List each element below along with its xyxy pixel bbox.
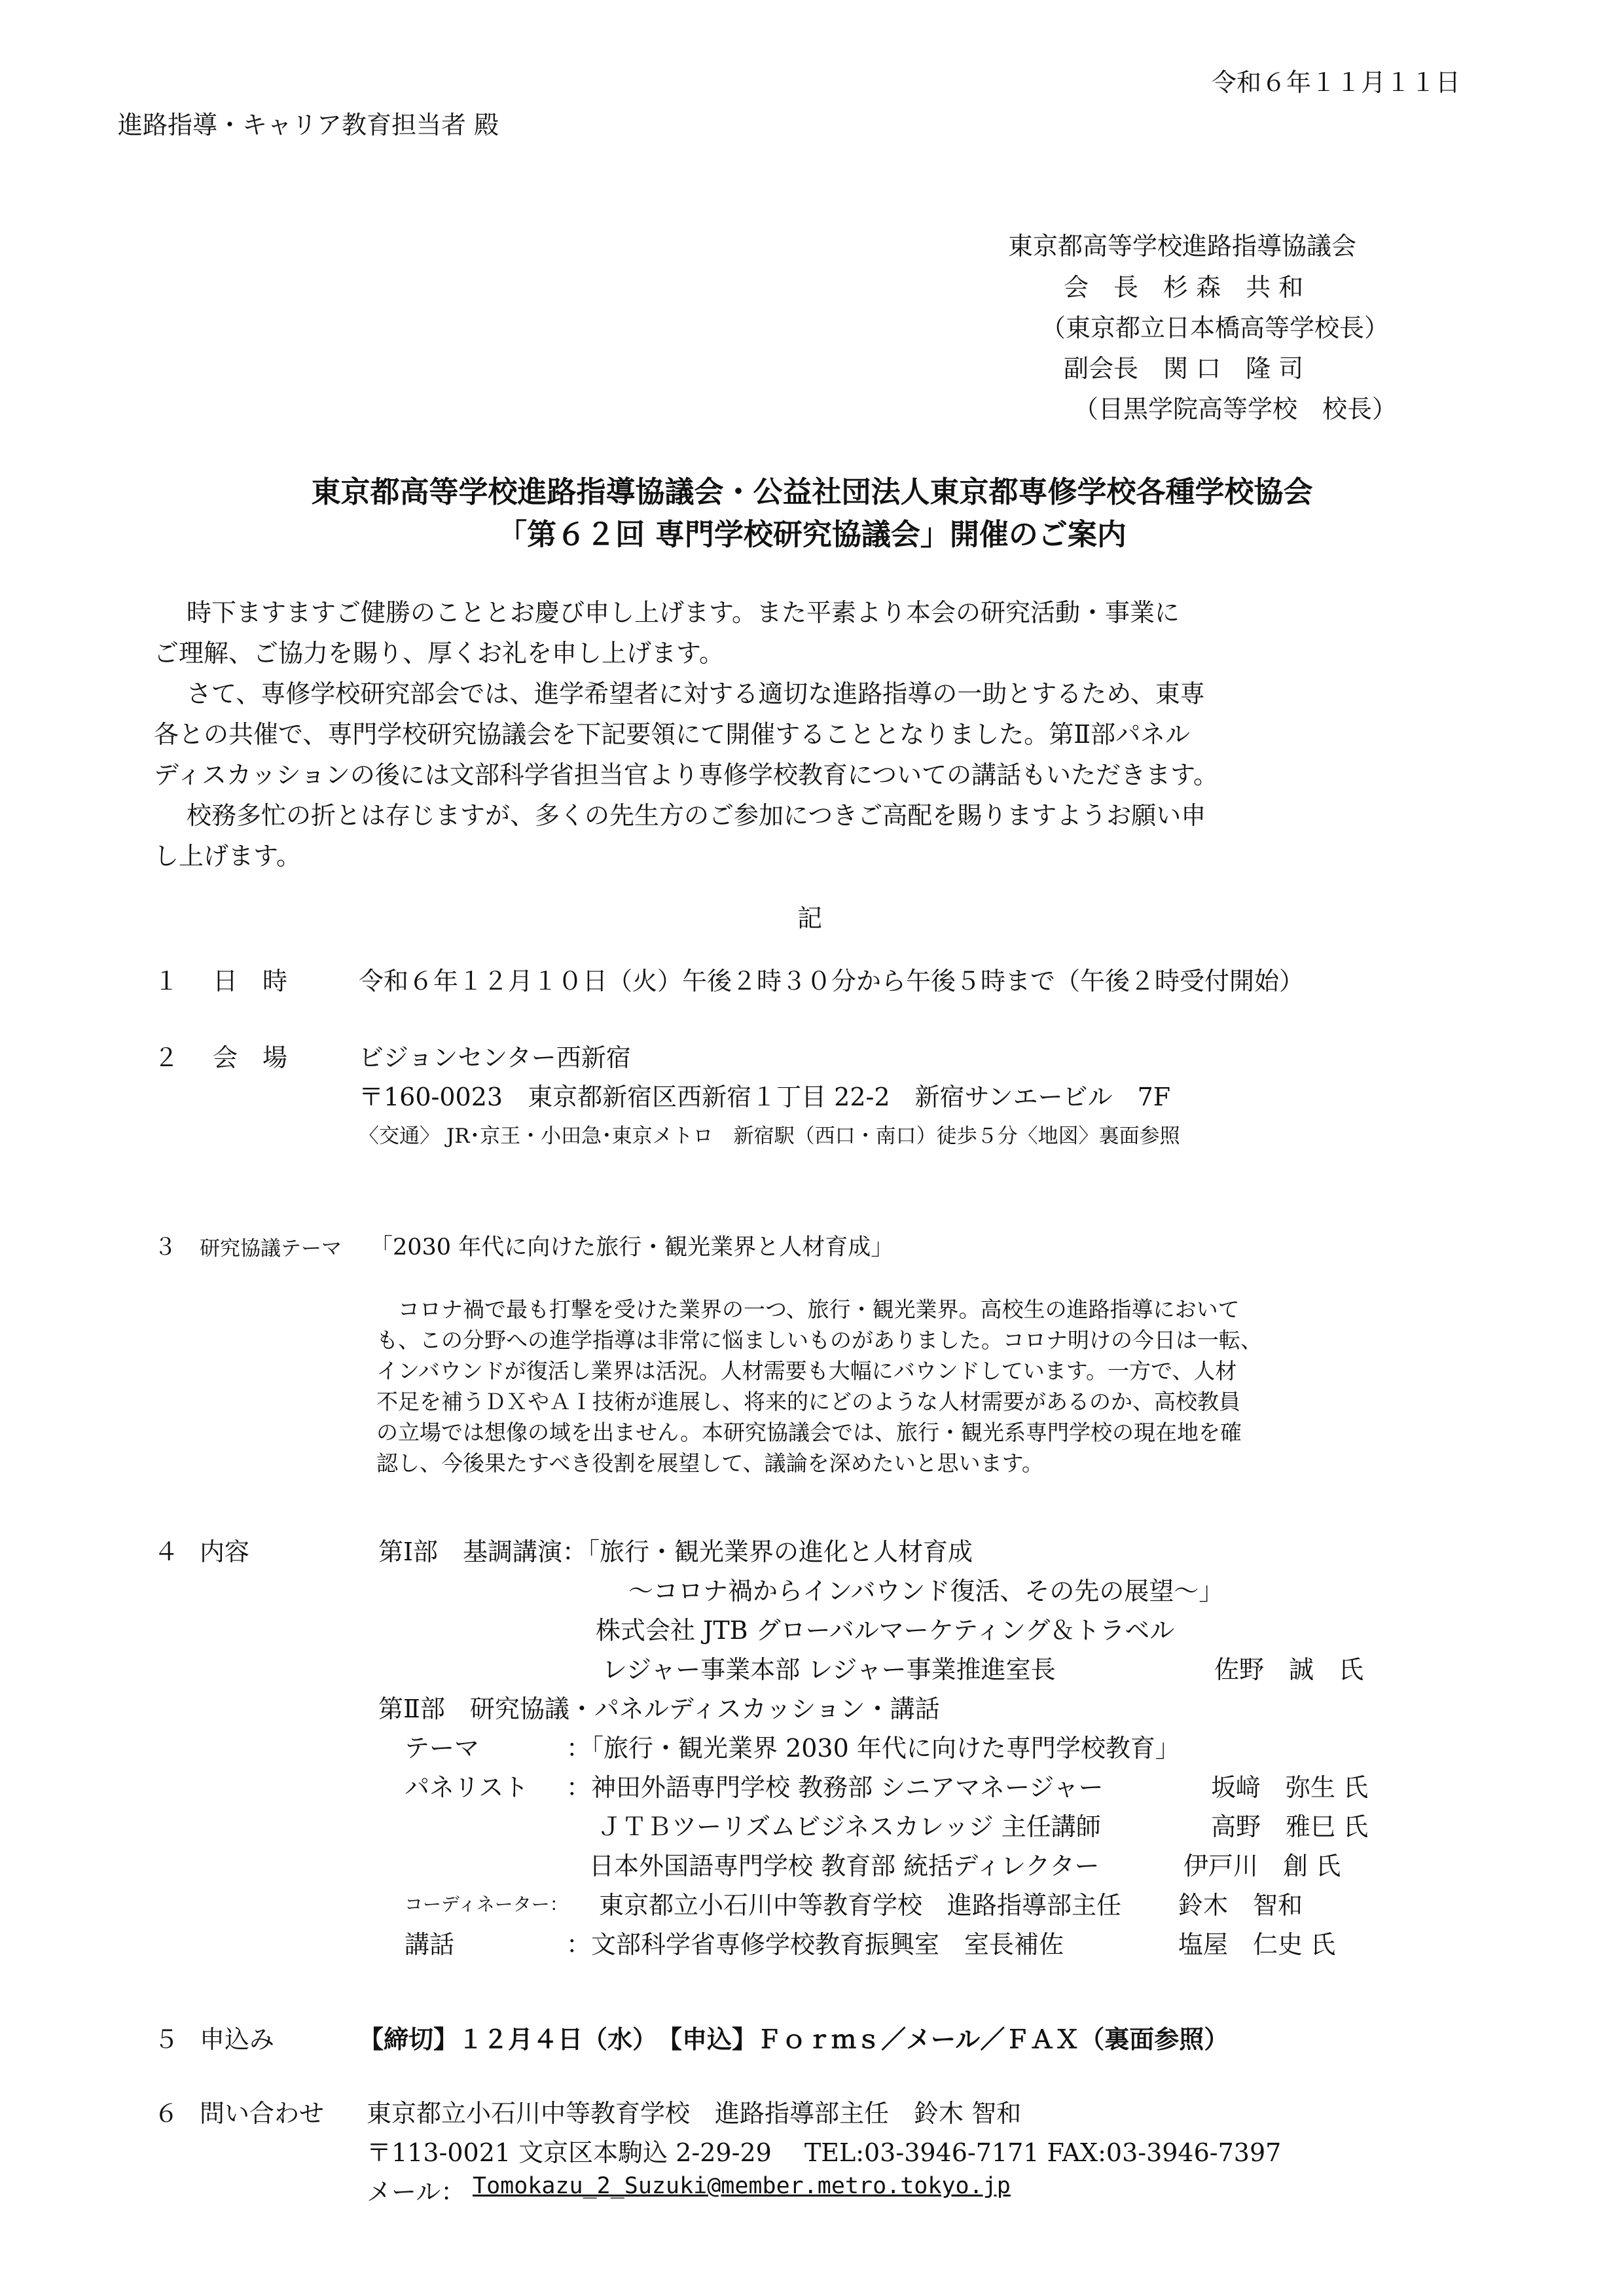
item-label-venue: 会 場	[213, 1043, 288, 1072]
intro-line: 各との共催で、専門学校研究協議会を下記要領にて開催することとなりました。第Ⅱ部パネル	[154, 720, 1191, 749]
sender-president-school: （東京都立日本橋高等学校長）	[1041, 314, 1390, 342]
item-number: ４	[154, 1537, 179, 1566]
intro-line: 時下ますますご健勝のこととお慶び申し上げます。また平素より本会の研究活動・事業に	[187, 598, 1180, 627]
lecture-label: 講話	[405, 1930, 455, 1959]
venue-address: 〒160-0023 東京都新宿区西新宿１丁目 22-2 新宿サンエービル 7F	[359, 1083, 1171, 1111]
part2-theme-value: ：「旅行・観光業界 2030 年代に向けた専門学校教育」	[566, 1734, 1180, 1763]
theme-desc-line: インバウンドが復活し業界は活況。人材需要も大幅にバウンドしています。一方で、人材	[376, 1358, 1237, 1384]
panelist-name: 坂﨑 弥生 氏	[1211, 1773, 1369, 1802]
venue-access: 〈交通〉 JR･京王・小田急･東京メトロ 新宿駅（西口・南口）徒歩５分〈地図〉裏面参照	[359, 1124, 1180, 1148]
part2-theme-label: テーマ	[405, 1734, 480, 1763]
theme-desc-line: コロナ禍で最も打撃を受けた業界の一つ、旅行・観光業界。高校生の進路指導において	[376, 1297, 1240, 1322]
part1-department: レジャー事業本部 レジャー事業推進室長	[602, 1655, 1056, 1684]
contact-mail-label: メール：	[367, 2178, 466, 2206]
theme-desc-line: の立場では想像の域を出ません。本研究協議会では、旅行・観光系専門学校の現在地を確	[376, 1420, 1242, 1445]
intro-line: ご理解、ご協力を賜り、厚くお礼を申し上げます。	[154, 639, 724, 668]
sender-org: 東京都高等学校進路指導協議会	[1008, 232, 1357, 260]
intro-line: さて、専修学校研究部会では、進学希望者に対する適切な進路指導の一助とするため、東専	[187, 679, 1205, 708]
lecture-org: ：文部科学省専修学校教育振興室 室長補佐	[566, 1930, 1064, 1959]
theme-title: 「2030 年代に向けた旅行・観光業界と人材育成」	[370, 1234, 894, 1261]
panelist-name: 伊戸川 創 氏	[1183, 1852, 1341, 1880]
document-title-line1: 東京都高等学校進路指導協議会・公益社団法人東京都専修学校各種学校協会	[311, 475, 1313, 509]
intro-line: 校務多忙の折とは存じますが、多くの先生方のご参加につきご高配を賜りますようお願い申	[187, 801, 1206, 830]
event-datetime: 令和６年１２月１０日（火）午後２時３０分から午後５時まで（午後２時受付開始）	[359, 967, 1305, 996]
item-number: １	[154, 967, 179, 996]
theme-desc-line: 認し、今後果たすべき役割を展望して、議論を深めたいと思います。	[376, 1450, 1044, 1476]
part1-heading: 第Ⅰ部 基調講演：「旅行・観光業界の進化と人材育成	[378, 1537, 973, 1566]
panelist-name: 高野 雅巳 氏	[1211, 1812, 1369, 1841]
panelist-org: ：神田外語専門学校 教務部 シニアマネージャー	[566, 1773, 1104, 1802]
contact-line2: 〒113-0021 文京区本駒込 2-29-29 TEL:03-3946-7171 FAX:03-3946-7397	[367, 2138, 1282, 2167]
intro-line: し上げます。	[154, 842, 301, 870]
intro-line: ディスカッションの後には文部科学省担当官より専修学校教育についての講話もいただきます。	[154, 761, 1219, 789]
issue-date: 令和６年１１月１１日	[1211, 68, 1460, 97]
panelist-org: 日本外国語専門学校 教育部 統括ディレクター	[589, 1852, 1100, 1880]
panelist-org: ＪＴＢツーリズムビジネスカレッジ 主任講師	[597, 1812, 1101, 1841]
item-label-datetime: 日 時	[213, 967, 288, 996]
theme-desc-line: も、この分野への進学指導は非常に悩ましいものがありました。コロナ明けの今日は一転、	[376, 1327, 1262, 1353]
coordinator-name: 鈴木 智和	[1178, 1891, 1303, 1920]
coordinator-label: コーディネーター：	[405, 1893, 568, 1915]
part2-heading: 第Ⅱ部 研究協議・パネルディスカッション・講話	[378, 1695, 940, 1723]
part1-speaker: 佐野 誠 氏	[1214, 1655, 1364, 1684]
addressee: 進路指導・キャリア教育担当者 殿	[118, 111, 499, 139]
contact-line1: 東京都立小石川中等教育学校 進路指導部主任 鈴木 智和	[367, 2099, 1022, 2128]
theme-desc-line: 不足を補うＤＸやＡＩ技術が進展し、将来的にどのような人材需要があるのか、高校教員	[376, 1389, 1240, 1414]
item-number: ２	[154, 1043, 179, 1072]
item-number: ３	[154, 1234, 177, 1261]
part1-company: 株式会社 JTB グローバルマーケティング＆トラベル	[596, 1616, 1175, 1645]
panelist-label: パネリスト	[405, 1773, 529, 1802]
item-number: ６	[154, 2099, 179, 2128]
item-label-apply: 申込み	[200, 2025, 275, 2054]
sender-president: 会 長 杉 森 共 和	[1064, 273, 1304, 302]
ki-heading: 記	[797, 904, 823, 933]
lecture-name: 塩屋 仁史 氏	[1178, 1930, 1336, 1959]
contact-email-link[interactable]: Tomokazu_2_Suzuki@member.metro.tokyo.jp	[473, 2173, 1011, 2199]
item-label-theme: 研究協議テーマ	[200, 1237, 342, 1261]
apply-deadline: 【締切】１２月４日（水） 【申込】Ｆｏｒｍｓ／メール／ＦＡＸ（裏面参照）	[359, 2025, 1229, 2054]
item-label-content: 内容	[200, 1537, 250, 1566]
item-label-contact: 問い合わせ	[200, 2099, 325, 2128]
sender-vice-president: 副会長 関 口 隆 司	[1064, 354, 1304, 383]
coordinator-org: 東京都立小石川中等教育学校 進路指導部主任	[599, 1891, 1122, 1920]
item-number: ５	[154, 2025, 179, 2054]
document-title-line2: 「第６２回 専門学校研究協議会」開催のご案内	[497, 517, 1127, 552]
part1-subtitle: ～コロナ禍からインバウンド復活、その先の展望～」	[628, 1577, 1224, 1605]
sender-vice-school: （目黒学院高等学校 校長）	[1074, 395, 1398, 423]
venue-name: ビジョンセンター西新宿	[359, 1043, 631, 1072]
